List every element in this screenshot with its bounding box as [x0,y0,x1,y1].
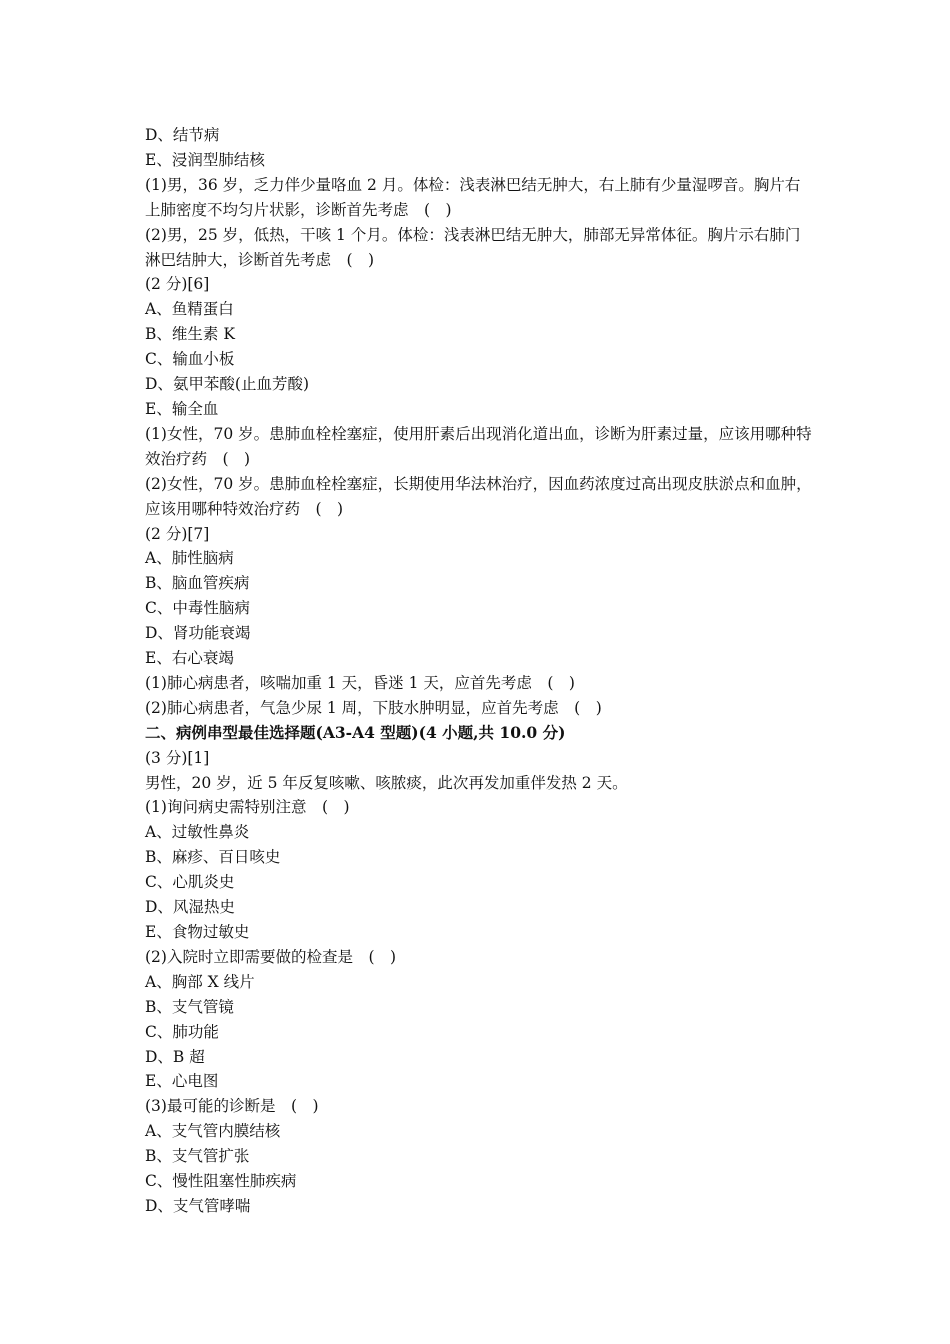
option-b: B、维生素 K [145,325,235,344]
question-1-text: (1)女性，70 岁。患肺血栓栓塞症，使用肝素后出现消化道出血，诊断为肝素过量，应该用哪种特效治疗药 ( ) [145,424,812,468]
option-e: E、右心衰竭 [145,649,234,668]
question-2-text: (2)女性，70 岁。患肺血栓栓塞症，长期使用华法林治疗，因血药浓度过高出现皮肤淤点和血肿，应该用哪种特效治疗药 ( ) [145,474,812,518]
option-e: E、心电图 [145,1072,219,1091]
option-b: B、脑血管疾病 [145,574,250,593]
question-2-text: (2)男，25 岁，低热，干咳 1 个月。体检：浅表淋巴结无肿大，肺部无异常体征。胸片示右肺门淋巴结肿大，诊断首先考虑 ( ) [145,225,801,269]
option-b: B、麻疹、百日咳史 [145,848,281,867]
option-c: C、中毒性脑病 [145,599,250,618]
question-1-text: (1)男，36 岁，乏力伴少量咯血 2 月。体检：浅表淋巴结无肿大，右上肺有少量湿啰音。胸片右上肺密度不均匀片状影，诊断首先考虑 ( ) [145,175,801,219]
option-c: C、心肌炎史 [145,873,235,892]
option-d: D、风湿热史 [145,898,235,917]
question-3-text: (3)最可能的诊断是 ( ) [145,1097,319,1116]
option-d-sarcoidosis: D、结节病 [145,126,220,144]
score-label: (3 分)[1] [145,748,210,767]
option-a: A、鱼精蛋白 [145,300,234,319]
option-c: C、输血小板 [145,350,235,369]
option-d: D、B 超 [145,1047,205,1066]
case-description: 男性，20 岁，近 5 年反复咳嗽、咳脓痰，此次再发加重伴发热 2 天。 [145,773,628,792]
option-e: E、输全血 [145,399,219,418]
option-b: B、支气管扩张 [145,1147,250,1166]
score-label: (2 分)[7] [145,524,210,543]
option-a: A、过敏性鼻炎 [145,823,250,842]
option-c: C、慢性阻塞性肺疾病 [145,1172,297,1191]
score-label: (2 分)[6] [145,275,210,294]
option-e-infiltrative-tb: E、浸润型肺结核 [145,150,265,169]
question-2-text: (2)肺心病患者，气急少尿 1 周，下肢水肿明显，应首先考虑 ( ) [145,698,602,717]
option-d: D、支气管哮喘 [145,1196,251,1215]
question-2-text: (2)入院时立即需要做的检查是 ( ) [145,947,397,966]
option-a: A、支气管内膜结核 [145,1122,281,1141]
option-a: A、胸部 X 线片 [145,972,255,991]
option-e: E、食物过敏史 [145,923,250,941]
option-a: A、肺性脑病 [145,549,234,568]
option-d: D、肾功能衰竭 [145,624,251,643]
option-d: D、氨甲苯酸(止血芳酸) [145,375,310,394]
question-1-text: (1)询问病史需特别注意 ( ) [145,798,350,817]
document-body [145,123,813,1219]
option-b: B、支气管镜 [145,997,234,1016]
option-c: C、肺功能 [145,1022,219,1041]
section-heading: 二、病例串型最佳选择题(A3-A4 型题)(4 小题,共 10.0 分) [145,722,566,742]
question-1-text: (1)肺心病患者，咳喘加重 1 天，昏迷 1 天，应首先考虑 ( ) [145,673,575,692]
